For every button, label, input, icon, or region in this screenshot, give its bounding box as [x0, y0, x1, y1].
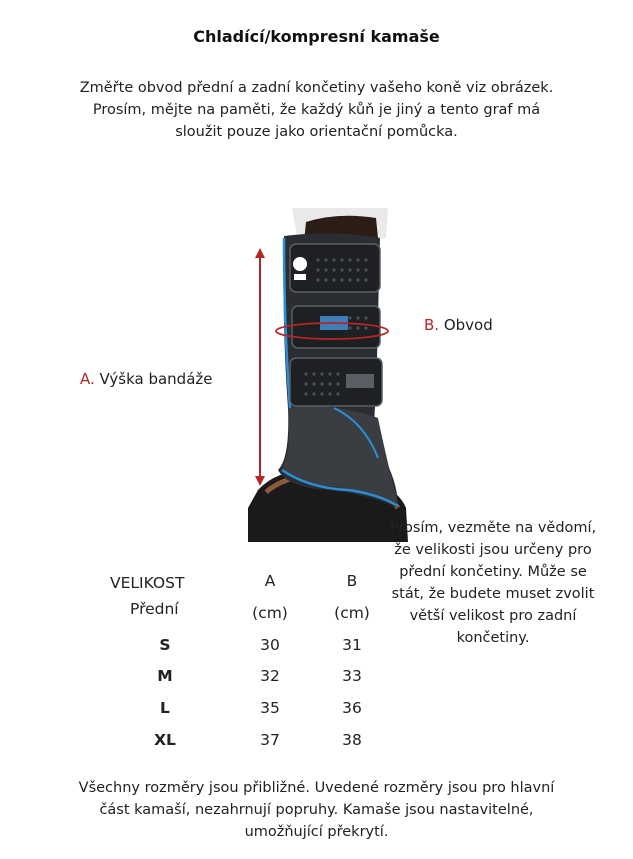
page-title: Chladící/kompresní kamaše: [193, 27, 440, 46]
size-cell: L: [160, 699, 170, 717]
footer-note: [20, 777, 613, 843]
note-line: Prosím, vezměte na vědomí,: [389, 520, 597, 536]
column-a-header: A: [264, 572, 276, 590]
note-line: přední končetiny. Může se: [399, 564, 587, 580]
circumference-label: [424, 316, 493, 334]
column-b-header: B: [346, 572, 358, 590]
brand-logo-icon: [293, 257, 307, 271]
size-header: VELIKOST: [110, 574, 185, 592]
note-line: že velikosti jsou určeny pro: [394, 542, 592, 558]
footer-line: Všechny rozměry jsou přibližné. Uvedené rozměry jsou pro hlavní: [78, 780, 555, 796]
size-cell: M: [157, 667, 173, 685]
circumference-label-letter: B.: [424, 316, 440, 334]
value-b-cell: 36: [342, 699, 362, 717]
column-a-unit: (cm): [252, 604, 288, 622]
boot-illustration: [248, 208, 408, 542]
intro-line: Změřte obvod přední a zadní končetiny vašeho koně viz obrázek.: [79, 80, 554, 96]
intro-line: sloužit pouze jako orientační pomůcka.: [175, 124, 458, 140]
intro-text: [40, 77, 593, 143]
footer-line: umožňující překrytí.: [244, 824, 389, 840]
size-header-sub: Přední: [130, 600, 179, 618]
value-a-cell: 35: [260, 699, 280, 717]
value-b-cell: 31: [342, 636, 362, 654]
note-line: končetiny.: [456, 630, 530, 646]
size-cell: XL: [154, 731, 176, 749]
intro-line: Prosím, mějte na paměti, že každý kůň je jiný a tento graf má: [92, 102, 541, 118]
value-a-cell: 32: [260, 667, 280, 685]
footer-line: část kamaší, nezahrnují popruhy. Kamaše jsou nastavitelné,: [99, 802, 534, 818]
value-b-cell: 38: [342, 731, 362, 749]
value-a-cell: 30: [260, 636, 280, 654]
height-label-text: Výška bandáže: [94, 370, 213, 388]
value-b-cell: 33: [342, 667, 362, 685]
column-b-unit: (cm): [334, 604, 370, 622]
note-line: větší velikost pro zadní: [409, 608, 577, 624]
value-a-cell: 37: [260, 731, 280, 749]
size-table: [110, 570, 400, 760]
height-label-letter: A.: [80, 370, 95, 388]
note-line: stát, že budete muset zvolit: [391, 586, 595, 602]
circumference-label-text: Obvod: [439, 316, 493, 334]
size-cell: S: [159, 636, 171, 654]
hind-leg-note: [380, 517, 606, 649]
height-label: [80, 370, 213, 388]
